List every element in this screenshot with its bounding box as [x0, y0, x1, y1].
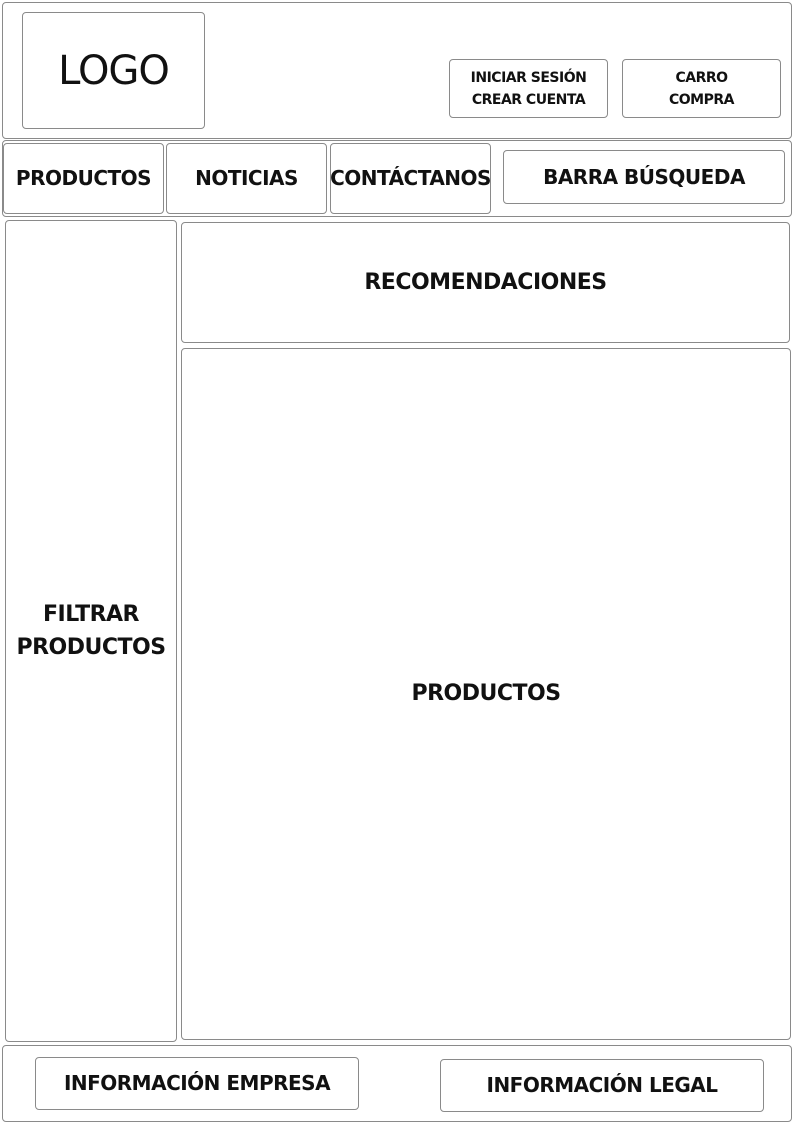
logo[interactable]	[22, 12, 205, 129]
nav-item-contact[interactable]	[330, 143, 491, 214]
login-register-button[interactable]	[449, 59, 608, 118]
company-info-label: INFORMACIÓN EMPRESA	[63, 1071, 331, 1095]
nav-item-products[interactable]	[3, 143, 164, 214]
legal-info-label: INFORMACIÓN LEGAL	[486, 1073, 718, 1097]
register-label: CREAR CUENTA	[471, 91, 586, 108]
recommendations-label: RECOMENDACIONES	[364, 269, 607, 295]
nav-item-products-label: PRODUCTOS	[15, 166, 152, 190]
recommendations-panel[interactable]	[181, 222, 790, 343]
nav-item-news-label: NOTICIAS	[195, 166, 298, 190]
nav-item-contact-label: CONTÁCTANOS	[330, 166, 491, 190]
company-info-link[interactable]	[35, 1057, 359, 1110]
filter-label-line2: PRODUCTOS	[16, 635, 166, 660]
shopping-cart-button[interactable]	[622, 59, 781, 118]
login-label: INICIAR SESIÓN	[470, 69, 587, 86]
nav-item-news[interactable]	[166, 143, 327, 214]
logo-text: LOGO	[58, 47, 169, 94]
search-bar-label: BARRA BÚSQUEDA	[543, 164, 745, 189]
shopping-cart-label	[669, 67, 734, 111]
cart-label-line1: CARRO	[675, 69, 728, 86]
legal-info-link[interactable]	[440, 1059, 764, 1112]
products-label: PRODUCTOS	[411, 681, 561, 707]
products-panel[interactable]	[181, 348, 791, 1040]
filter-label-line1: FILTRAR	[42, 602, 139, 627]
cart-label-line2: COMPRA	[669, 91, 734, 108]
filter-products-panel[interactable]	[5, 220, 177, 1042]
login-register-label	[471, 67, 587, 111]
filter-products-label	[16, 598, 165, 664]
search-bar[interactable]	[503, 150, 785, 204]
